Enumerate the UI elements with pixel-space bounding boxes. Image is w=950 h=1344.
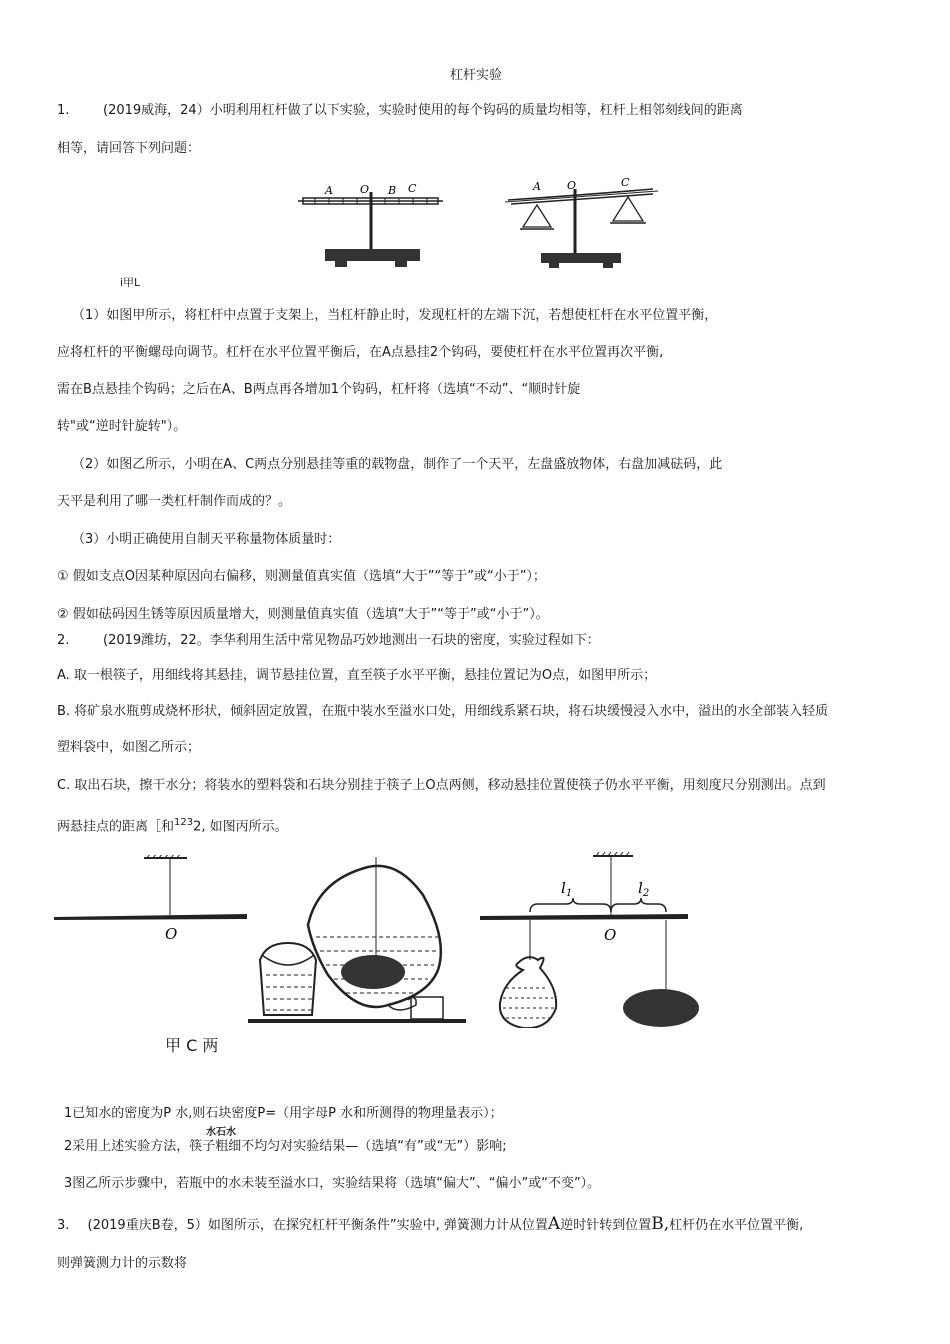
figure-caption: 甲 C 两 <box>165 1036 219 1055</box>
q3-text-c: 杠杆仍在水平位置平衡, <box>669 1218 804 1233</box>
balance-label-o: O <box>567 179 577 192</box>
q2-step-c2 <box>57 815 288 835</box>
q2-c2-post: 2, 如图丙所示。 <box>193 819 288 835</box>
q1-part2-line1: （2）如图乙所示，小明在A、C两点分别悬挂等重的载物盘，制作了一个天平，左盘盛放物体，右盘加减砝码，此 <box>72 457 723 472</box>
q2-step-b2: 塑料袋中，如图乙所示； <box>57 740 201 755</box>
label-l2: $l_2$ <box>638 879 650 899</box>
label-l1: $l_1$ <box>561 879 573 899</box>
q3-pos-a: A <box>547 1214 561 1234</box>
lever-jia-label-c: C <box>408 182 417 195</box>
lever-figure-jia <box>295 178 450 273</box>
q1-part1-line3: 需在B点悬挂个钩码；之后在A、B两点再各增加1个钩码，杠杆将（选填“不动”、“顺时针旋 <box>57 382 581 397</box>
q1-part1-line2: 应将杠杆的平衡螺母向调节。杠杆在水平位置平衡后，在A点悬挂2个钩码，要使杠杆在水平位置再次平衡, <box>57 345 664 360</box>
q2-step-c1: C. 取出石块，擦干水分；将装水的塑料袋和石块分别挂于筷子上O点两侧，移动悬挂位置使筷子仍水平平衡，用刻度尺分别测出。点到 <box>57 778 826 793</box>
chopstick-figure-jia <box>52 855 252 945</box>
q3-line1 <box>57 1216 803 1234</box>
q2-sub1: 1已知水的密度为P 水,则石块密度P=（用字母P 水和所测得的物理量表示）； <box>64 1106 503 1121</box>
q3-line2: 则弹簧测力计的示数将 <box>57 1256 188 1271</box>
q2-step-b1: B. 将矿泉水瓶剪成烧杯形状，倾斜固定放置，在瓶中装水至溢水口处，用细线系紧石块，将石块缓慢浸入水中，溢出的水全部装入轻质 <box>57 704 829 719</box>
chopstick-bing-label-o: O <box>604 926 617 944</box>
q1-part1-line4: 转"或“逆时针旋转"）。 <box>57 419 187 434</box>
q1-part3-line1: （3）小明正确使用自制天平称量物体质量时： <box>72 532 341 547</box>
q1-part1-line1: （1）如图甲所示，将杠杆中点置于支架上，当杠杆静止时，发现杠杆的左端下沉，若想使杠杆在水平位置平衡， <box>72 308 718 323</box>
q1-line2: 相等，请回答下列问题： <box>57 141 201 156</box>
q3-pos-b: B, <box>651 1214 670 1234</box>
q3-text-b: 逆时针转到位置 <box>560 1218 652 1233</box>
q2-c2-sup: 123 <box>174 817 194 828</box>
q1-part2-line2: 天平是利用了哪一类杠杆制作而成的？。 <box>57 494 292 509</box>
q1-line1: (2019威海，24）小明利用杠杆做了以下实验，实验时使用的每个钩码的质量均相等，杠杆上相邻刻线间的距离 <box>103 103 743 118</box>
q1-number: 1. <box>57 103 70 118</box>
q2-step-a: A. 取一根筷子，用细线将其悬挂，调节悬挂位置，直至筷子水平平衡，悬挂位置记为O点，如图甲所示； <box>57 668 657 683</box>
q1-part3-b: ② 假如砝码因生锈等原因质量增大，则测量值真实值（选填“大于”“等于”或“小于”）。 <box>57 607 549 622</box>
q2-number: 2. <box>57 633 70 648</box>
balance-figure-yi <box>503 175 663 275</box>
q2-c2-pre: 两悬挂点的距离［和 <box>57 819 175 835</box>
bottle-figure-yi <box>248 855 468 1025</box>
lever-jia-label-o: O <box>360 183 370 196</box>
q2-intro: (2019潍坊，22。李华利用生活中常见物品巧妙地测出一石块的密度，实验过程如下： <box>103 633 600 648</box>
q2-sub3: 3图乙所示步骤中，若瓶中的水未装至溢水口，实验结果将（选填“偏大”、“偏小”或“不变”）。 <box>64 1176 601 1191</box>
q3-number: 3. <box>57 1218 70 1233</box>
q3-text-a: (2019重庆B卷，5）如图所示，在探究杠杆平衡条件”实验中, 弹簧测力计从位置 <box>87 1218 548 1233</box>
balance-label-c: C <box>621 176 630 189</box>
lever-jia-label-a: A <box>325 184 333 197</box>
q1-part3-a: ① 假如支点O因某种原因向右偏移，则测量值真实值（选填“大于”“等于”或“小于”）； <box>57 569 546 584</box>
lever-jia-label-b: B <box>388 184 397 197</box>
q2-sub1-note: 水石水 <box>206 1127 236 1138</box>
chopstick-figure-bing <box>478 848 700 1028</box>
balance-label-a: A <box>533 180 541 193</box>
q1-figure-tag: i甲L <box>120 276 141 289</box>
q2-sub2: 2采用上述实验方法，筷子粗细不均匀对实验结果—（选填“有”或“无”）影响; <box>64 1139 507 1154</box>
chopstick-label-o: O <box>165 925 178 943</box>
page-title: 杠杆实验 <box>450 68 503 83</box>
